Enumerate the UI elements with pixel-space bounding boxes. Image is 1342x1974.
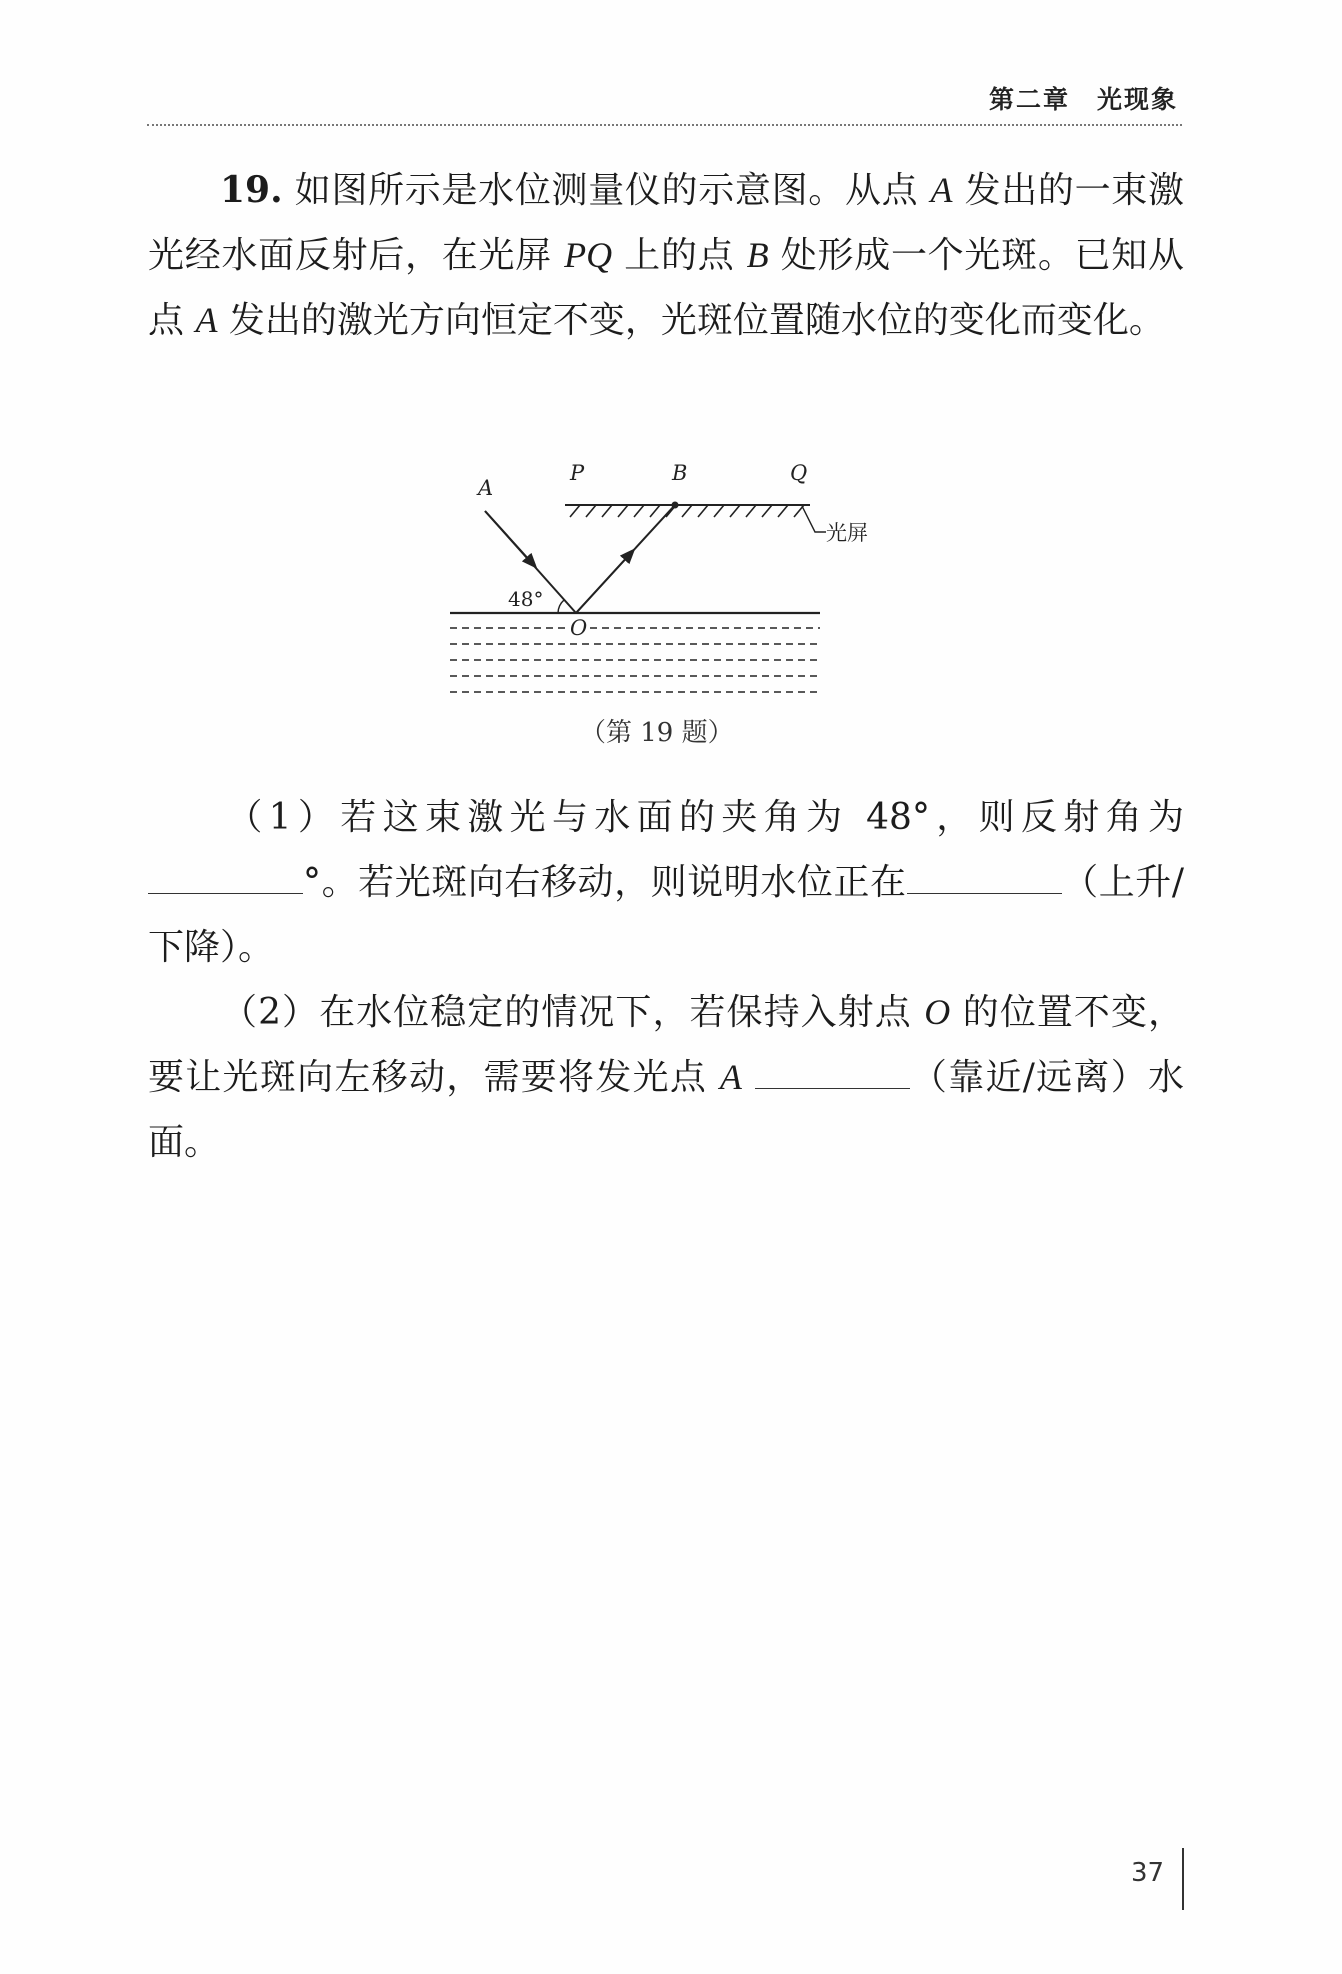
- figure-caption: （第 19 题）: [580, 718, 734, 748]
- sub1-text-1: （1）若这束激光与水面的夹角为 48°，则反射角为: [220, 797, 1184, 838]
- stem-screen-pq: PQ: [564, 235, 613, 275]
- incident-arrow: [485, 511, 532, 563]
- stem-point-b: B: [746, 235, 769, 275]
- angle-label: 48°: [508, 587, 544, 611]
- water-level-diagram: [430, 450, 910, 730]
- stem-point-a: A: [930, 170, 953, 210]
- question-19-stem: [148, 158, 1184, 353]
- label-o: O: [570, 616, 588, 640]
- stem-text-5: 发出的激光方向恒定不变，光斑位置随水位的变化而变化。: [228, 300, 1165, 341]
- sub1-text-2: °。若光斑向右移动，则说明水位正在: [303, 862, 907, 903]
- reflected-arrow: [576, 554, 630, 613]
- sub1-text-3: （上升/下降）。: [148, 862, 1184, 968]
- water-dashes: [450, 628, 820, 692]
- page-number-rule: [1182, 1848, 1184, 1910]
- stem-text-4: 处形成一个光斑。已知从点: [148, 235, 1184, 341]
- sub-question-1: [148, 785, 1184, 980]
- sub2-text-1: （2）在水位稳定的情况下，若保持入射点: [220, 992, 912, 1033]
- screen-leader: [802, 506, 826, 532]
- label-b: B: [672, 461, 688, 485]
- label-q: Q: [790, 461, 808, 485]
- screen-label: 光屏: [826, 521, 868, 545]
- answer-blank-1[interactable]: [148, 863, 303, 894]
- stem-text-1: 如图所示是水位测量仪的示意图。从点: [294, 170, 919, 211]
- sub-question-2: [148, 980, 1184, 1175]
- sub2-text-2: 的位置不变，要让光斑向左移动，需要将发光点: [148, 992, 1184, 1098]
- sub2-point-a: A: [719, 1057, 742, 1097]
- stem-text-3: 上的点: [624, 235, 735, 276]
- stem-point-a-2: A: [195, 300, 218, 340]
- chapter-title: 第二章 光现象: [988, 85, 1178, 114]
- stem-text-2: 发出的一束激光经水面反射后，在光屏: [148, 170, 1184, 276]
- angle-arc: [558, 600, 564, 613]
- page-number: 37: [1131, 1858, 1165, 1888]
- answer-blank-3[interactable]: [755, 1058, 910, 1089]
- page-header: [147, 78, 1182, 126]
- answer-blank-2[interactable]: [907, 863, 1062, 894]
- label-p: P: [570, 461, 585, 485]
- question-number: 19.: [220, 169, 283, 211]
- sub2-text-3: （靠近/远离）水面。: [148, 1057, 1184, 1163]
- screen-hatching: [570, 505, 804, 517]
- label-a: A: [478, 476, 494, 500]
- sub2-point-o: O: [924, 992, 951, 1032]
